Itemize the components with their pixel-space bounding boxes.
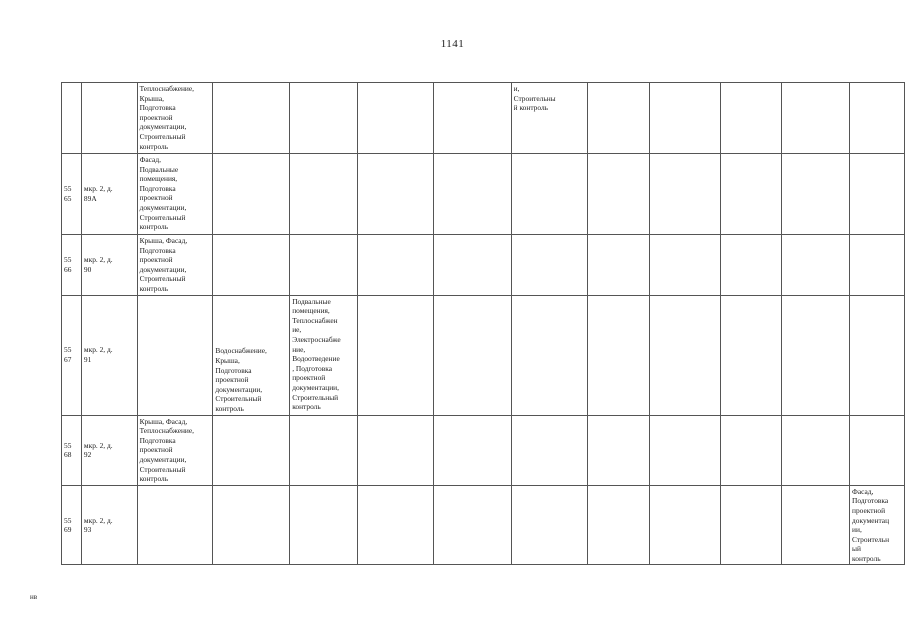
work-types-cell: Крыша, Фасад, Подготовка проектной документации, Строительный контроль bbox=[137, 235, 213, 296]
table-row bbox=[62, 154, 905, 235]
empty-cell bbox=[358, 295, 434, 415]
row-address bbox=[81, 83, 137, 154]
work-types-cell-13 bbox=[850, 295, 905, 415]
empty-cell bbox=[358, 415, 434, 485]
table-row bbox=[62, 235, 905, 296]
work-types-cell: Крыша, Фасад, Теплоснабжение, Подготовка проектной документации, Строительный контроль bbox=[137, 415, 213, 485]
work-types-cell-8: и, Строительны й контроль bbox=[511, 83, 588, 154]
empty-cell bbox=[434, 485, 511, 565]
empty-cell bbox=[781, 485, 849, 565]
work-types-cell-2 bbox=[213, 415, 290, 485]
empty-cell bbox=[588, 235, 649, 296]
work-types-cell-3 bbox=[290, 83, 358, 154]
row-address: мкр. 2, д. 89А bbox=[81, 154, 137, 235]
repair-schedule-table bbox=[61, 82, 905, 565]
work-types-cell-2 bbox=[213, 485, 290, 565]
empty-cell bbox=[649, 295, 720, 415]
empty-cell bbox=[721, 295, 781, 415]
table-row bbox=[62, 83, 905, 154]
empty-cell bbox=[358, 83, 434, 154]
row-address: мкр. 2, д. 92 bbox=[81, 415, 137, 485]
empty-cell bbox=[588, 295, 649, 415]
footer-mark: нв bbox=[30, 593, 38, 601]
work-types-cell-2 bbox=[213, 154, 290, 235]
empty-cell bbox=[649, 485, 720, 565]
empty-cell bbox=[721, 485, 781, 565]
work-types-cell-8 bbox=[511, 235, 588, 296]
table-row bbox=[62, 415, 905, 485]
empty-cell bbox=[649, 83, 720, 154]
work-types-cell-3 bbox=[290, 415, 358, 485]
empty-cell bbox=[721, 235, 781, 296]
row-address: мкр. 2, д. 90 bbox=[81, 235, 137, 296]
work-types-cell-3 bbox=[290, 235, 358, 296]
row-number: 55 68 bbox=[62, 415, 82, 485]
empty-cell bbox=[781, 83, 849, 154]
table-row bbox=[62, 295, 905, 415]
work-types-cell-2 bbox=[213, 235, 290, 296]
work-types-cell bbox=[137, 295, 213, 415]
empty-cell bbox=[781, 415, 849, 485]
table-row bbox=[62, 485, 905, 565]
empty-cell bbox=[434, 154, 511, 235]
empty-cell bbox=[434, 295, 511, 415]
empty-cell bbox=[649, 154, 720, 235]
row-address: мкр. 2, д. 93 bbox=[81, 485, 137, 565]
work-types-cell-3: Подвальные помещения, Теплоснабжен ие, Электроснабже ние, Водоотведение , Подготовка проектной документации, Строительный контроль bbox=[290, 295, 358, 415]
empty-cell bbox=[358, 235, 434, 296]
work-types-cell-13 bbox=[850, 415, 905, 485]
row-address: мкр. 2, д. 91 bbox=[81, 295, 137, 415]
work-types-cell-13: Фасад, Подготовка проектной документац ии, Строительн ый контроль bbox=[850, 485, 905, 565]
work-types-cell-8 bbox=[511, 295, 588, 415]
row-number: 55 65 bbox=[62, 154, 82, 235]
empty-cell bbox=[649, 235, 720, 296]
work-types-cell-13 bbox=[850, 154, 905, 235]
row-number: 55 69 bbox=[62, 485, 82, 565]
empty-cell bbox=[781, 235, 849, 296]
work-types-cell-13 bbox=[850, 235, 905, 296]
empty-cell bbox=[781, 154, 849, 235]
empty-cell bbox=[434, 415, 511, 485]
work-types-cell-2: Водоснабжение, Крыша, Подготовка проектной документации, Строительный контроль bbox=[213, 295, 290, 415]
empty-cell bbox=[358, 154, 434, 235]
row-number bbox=[62, 83, 82, 154]
empty-cell bbox=[721, 83, 781, 154]
row-number: 55 66 bbox=[62, 235, 82, 296]
row-number: 55 67 bbox=[62, 295, 82, 415]
work-types-cell-8 bbox=[511, 485, 588, 565]
empty-cell bbox=[434, 235, 511, 296]
work-types-cell: Теплоснабжение, Крыша, Подготовка проектной документации, Строительный контроль bbox=[137, 83, 213, 154]
work-types-cell bbox=[137, 485, 213, 565]
empty-cell bbox=[358, 485, 434, 565]
empty-cell bbox=[434, 83, 511, 154]
empty-cell bbox=[588, 83, 649, 154]
work-types-cell-3 bbox=[290, 485, 358, 565]
work-types-cell: Фасад, Подвальные помещения, Подготовка проектной документации, Строительный контроль bbox=[137, 154, 213, 235]
empty-cell bbox=[781, 295, 849, 415]
work-types-cell-13 bbox=[850, 83, 905, 154]
empty-cell bbox=[649, 415, 720, 485]
empty-cell bbox=[588, 154, 649, 235]
work-types-cell-8 bbox=[511, 154, 588, 235]
work-types-cell-3 bbox=[290, 154, 358, 235]
work-types-cell-2 bbox=[213, 83, 290, 154]
empty-cell bbox=[721, 415, 781, 485]
empty-cell bbox=[588, 415, 649, 485]
work-types-cell-8 bbox=[511, 415, 588, 485]
empty-cell bbox=[721, 154, 781, 235]
page-number: 1141 bbox=[440, 38, 465, 50]
empty-cell bbox=[588, 485, 649, 565]
